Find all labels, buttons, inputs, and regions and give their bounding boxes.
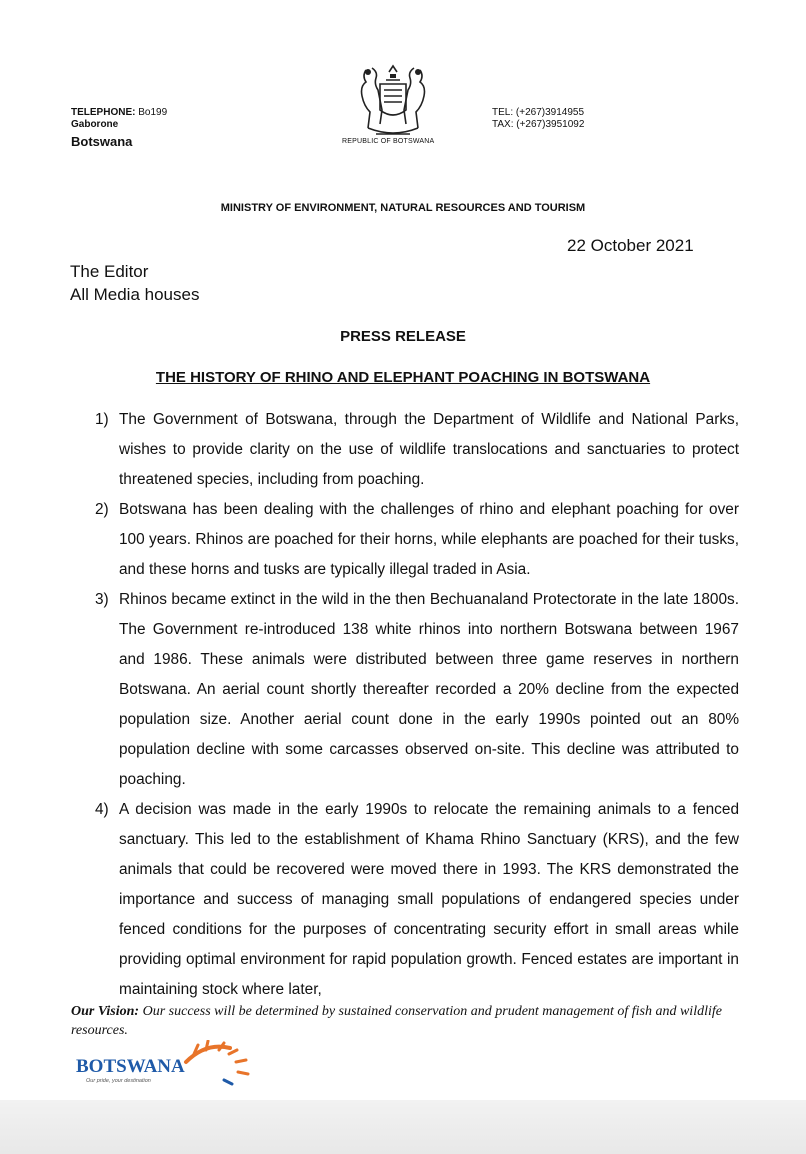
tel-line: TEL: (+267)3914955 xyxy=(492,107,585,118)
contact-block-right xyxy=(492,107,584,131)
botswana-tourism-logo xyxy=(74,1040,264,1086)
paragraph-item xyxy=(95,495,739,585)
paragraph-text: The Government of Botswana, through the Department of Wildlife and National Parks, wishes to provide clarity on the use of wildlife translocations and sanctuaries to protect threatened species, including from poaching. xyxy=(119,411,739,488)
ministry-name: MINISTRY OF ENVIRONMENT, NATURAL RESOURCES AND TOURISM xyxy=(220,202,586,214)
photo-background xyxy=(0,1100,806,1154)
tax-line: TAX: (+267)3951092 xyxy=(492,119,585,130)
paragraph-item xyxy=(95,405,739,495)
paragraph-number: 3) xyxy=(95,591,109,608)
city: Gaborone xyxy=(71,119,119,130)
vision-label: Our Vision: xyxy=(71,1004,140,1019)
telephone-label: TELEPHONE: xyxy=(71,107,136,118)
letter-date: 22 October 2021 xyxy=(567,236,694,255)
vision-statement xyxy=(71,1002,731,1040)
coat-of-arms-icon xyxy=(348,62,438,140)
country: Botswana xyxy=(71,134,133,149)
vision-text: Our success will be determined by sustained conservation and prudent management of fish and wildlife resources. xyxy=(71,1004,722,1038)
sun-rays-icon xyxy=(186,1041,248,1084)
crest-label: REPUBLIC OF BOTSWANA xyxy=(342,138,435,145)
press-release-title: PRESS RELEASE xyxy=(340,328,466,345)
paragraph-text: Rhinos became extinct in the wild in the then Bechuanaland Protectorate in the late 1800s. The Government re-introduced 138 white rhinos into northern Botswana between 1967 and 1986. These animals were distributed between three game reserves in northern Botswana. An aerial count shortly thereafter recorded a 20% decline from the expected population size. Another aerial count done in the early 1990s pointed out an 80% population decline with some carcasses observed on-site. This decline was attributed to poaching. xyxy=(119,591,739,788)
paragraph-text: A decision was made in the early 1990s to relocate the remaining animals to a fenced sanctuary. This led to the establishment of Khama Rhino Sanctuary (KRS), and the few animals that could be recovered were moved there in 1993. The KRS demonstrated the importance and success of managing small populations of endangered species under fenced conditions for the purposes of concentrating security effort in small areas while providing optimal environment for rapid population growth. Fenced estates are important in maintaining stock where later, xyxy=(119,801,739,998)
addressee-line-1: The Editor xyxy=(70,262,149,281)
paragraph-item xyxy=(95,585,739,795)
paragraph-number: 2) xyxy=(95,501,109,518)
contact-block-left xyxy=(71,107,167,150)
paragraph-text: Botswana has been dealing with the challenges of rhino and elephant poaching for over 100 years. Rhinos are poached for their horns, while elephants are poached for their tusks, and these horns and tusks are typically illegal traded in Asia. xyxy=(119,501,739,578)
press-release-heading: THE HISTORY OF RHINO AND ELEPHANT POACHING IN BOTSWANA xyxy=(155,369,651,386)
paragraph-number: 4) xyxy=(95,801,109,818)
addressee-block xyxy=(70,260,199,306)
addressee-line-2: All Media houses xyxy=(70,285,200,304)
logo-wordmark: BOTSWANA xyxy=(76,1056,185,1077)
telephone-value: Bo199 xyxy=(138,107,168,118)
telephone-line xyxy=(71,107,167,119)
paragraph-item xyxy=(95,795,739,1005)
paragraph-number: 1) xyxy=(95,411,109,428)
logo-tagline: Our pride, your destination xyxy=(86,1078,151,1084)
paragraph-list xyxy=(95,405,739,1005)
